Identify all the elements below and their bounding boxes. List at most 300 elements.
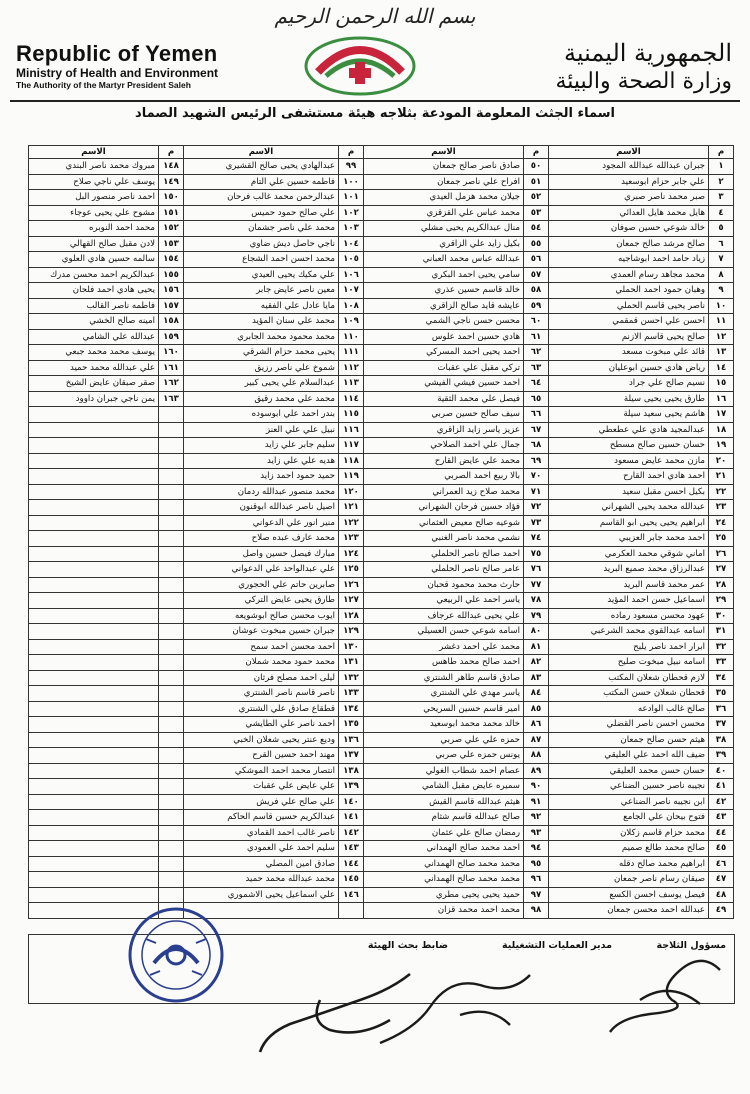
entry-name: ياسر احمد علي الربيعي xyxy=(364,593,524,609)
table-row xyxy=(29,407,734,423)
entry-number: ٩١ xyxy=(524,794,549,810)
entry-number: ٢٧ xyxy=(709,562,734,578)
entry-number: ١١٢ xyxy=(339,360,364,376)
entry-number: ١٤٢ xyxy=(339,825,364,841)
entry-number: ٦٩ xyxy=(524,453,549,469)
entry-name: محمد علي سنان المؤيد xyxy=(184,314,339,330)
entry-number: ٩٥ xyxy=(524,856,549,872)
entry-number xyxy=(159,810,184,826)
entry-number: ٧٠ xyxy=(524,469,549,485)
entry-name xyxy=(29,531,159,547)
entry-name xyxy=(29,422,159,438)
entry-name: سيف صالح حسين صربي xyxy=(364,407,524,423)
entry-number: ٤٤ xyxy=(709,825,734,841)
country-name-ar: الجمهورية اليمنية xyxy=(563,39,732,67)
entry-number: ١٥٣ xyxy=(159,236,184,252)
entry-name: ابن نجيبه ناصر الضناعي xyxy=(549,794,709,810)
country-name-en: Republic of Yemen xyxy=(16,41,218,66)
entry-name: صادق امين المصلي xyxy=(184,856,339,872)
entry-name: سليم احمد علي العمودي xyxy=(184,841,339,857)
entry-number: ٢٢ xyxy=(709,484,734,500)
table-row xyxy=(29,159,734,175)
entry-number: ١٦٢ xyxy=(159,376,184,392)
entry-name: لازم قحطان شعلان المكتب xyxy=(549,670,709,686)
col-number-header: م xyxy=(159,146,184,159)
entry-number: ٩٣ xyxy=(524,825,549,841)
entry-number: ٨١ xyxy=(524,639,549,655)
entry-name: محمد محمد صالح الهمداني xyxy=(364,872,524,888)
entry-number: ٨٥ xyxy=(524,701,549,717)
entry-name: زياد حامد احمد ابوشاجيه xyxy=(549,252,709,268)
entry-number: ٢٤ xyxy=(709,515,734,531)
entry-number xyxy=(159,531,184,547)
entry-number: ٢٩ xyxy=(709,593,734,609)
entry-name: ناجي حاصل ديش ضاوي xyxy=(184,236,339,252)
entry-number: ٢٠ xyxy=(709,453,734,469)
entry-number: ٤٩ xyxy=(709,903,734,919)
table-row xyxy=(29,469,734,485)
table-row xyxy=(29,360,734,376)
arabic-letterhead xyxy=(555,38,732,96)
entry-name xyxy=(29,577,159,593)
entry-number xyxy=(159,639,184,655)
entry-name: منير انور علي الدعواني xyxy=(184,515,339,531)
entry-number: ٦٨ xyxy=(524,438,549,454)
signature-3-icon xyxy=(250,960,420,1070)
entry-name: عزيز ياسر زايد الزاقري xyxy=(364,422,524,438)
entry-name: اسامه شوعي حسن العسيلي xyxy=(364,624,524,640)
entry-number: ٧٥ xyxy=(524,546,549,562)
entry-number: ٨٧ xyxy=(524,732,549,748)
table-row xyxy=(29,329,734,345)
entry-name: مهند احمد حسين القرح xyxy=(184,748,339,764)
entry-name: علي جابر حزام ابوسعيد xyxy=(549,174,709,190)
entry-number xyxy=(159,794,184,810)
signature-1-icon xyxy=(580,940,730,1050)
entry-number: ٩٢ xyxy=(524,810,549,826)
entry-number xyxy=(159,872,184,888)
entry-number: ١١٧ xyxy=(339,438,364,454)
entry-number: ٧ xyxy=(709,252,734,268)
entry-name: محمد علي عايض القارح xyxy=(364,453,524,469)
entry-name: حميد حمود احمد زايد xyxy=(184,469,339,485)
entry-name: هديه علي علي زايد xyxy=(184,453,339,469)
entry-name xyxy=(29,763,159,779)
entry-number xyxy=(159,856,184,872)
entry-number: ٣٠ xyxy=(709,608,734,624)
entry-number: ٥٥ xyxy=(524,236,549,252)
table-row xyxy=(29,236,734,252)
table-row xyxy=(29,686,734,702)
entry-name: لادن مقبل صالح القهالي xyxy=(29,236,159,252)
ministry-name-ar: وزارة الصحة والبيئة xyxy=(555,69,732,94)
table-row xyxy=(29,655,734,671)
entry-number: ٧٢ xyxy=(524,500,549,516)
entry-number: ٩٦ xyxy=(524,872,549,888)
entry-number: ١٦١ xyxy=(159,360,184,376)
entry-number: ٧٨ xyxy=(524,593,549,609)
entry-name: عايشه قايد صالح الزاقري xyxy=(364,298,524,314)
table-row xyxy=(29,174,734,190)
entry-name: عبدالله عباس محمد العباني xyxy=(364,252,524,268)
entry-name: احمد محمد صالح الهمداني xyxy=(364,841,524,857)
table-row xyxy=(29,391,734,407)
table-row xyxy=(29,794,734,810)
entry-number xyxy=(159,655,184,671)
entry-name xyxy=(29,717,159,733)
col-number-header: م xyxy=(339,146,364,159)
table-row xyxy=(29,825,734,841)
entry-number: ١٢ xyxy=(709,329,734,345)
entry-number xyxy=(159,577,184,593)
entry-name: محمد علي ناصر جشمان xyxy=(184,221,339,237)
entry-number: ٧٤ xyxy=(524,531,549,547)
entry-name xyxy=(29,639,159,655)
entry-name: امير قاسم حسين السريحي xyxy=(364,701,524,717)
entry-name: احمد محسن احمد سمح xyxy=(184,639,339,655)
table-row xyxy=(29,484,734,500)
entry-number: ١٥٩ xyxy=(159,329,184,345)
entry-name: رمضان صالح علي عثمان xyxy=(364,825,524,841)
entry-name: يحيى هادي احمد فلحان xyxy=(29,283,159,299)
entry-number: ٨٤ xyxy=(524,686,549,702)
table-row xyxy=(29,593,734,609)
entry-name xyxy=(29,701,159,717)
entry-number: ١٤١ xyxy=(339,810,364,826)
entry-number: ١١٣ xyxy=(339,376,364,392)
entry-number: ١٤٩ xyxy=(159,174,184,190)
table-row xyxy=(29,577,734,593)
entry-number xyxy=(159,825,184,841)
entry-number xyxy=(339,903,364,919)
entry-number: ٤٨ xyxy=(709,887,734,903)
entry-name: مازن محمد عايض مسعود xyxy=(549,453,709,469)
entry-number: ١٧ xyxy=(709,407,734,423)
entry-name: منال عبدالكريم يحيى مشلي xyxy=(364,221,524,237)
entry-name: عمر محمد قاسم البريد xyxy=(549,577,709,593)
entry-number: ١٥٢ xyxy=(159,221,184,237)
table-row xyxy=(29,376,734,392)
entry-number: ١٣٧ xyxy=(339,748,364,764)
entry-name xyxy=(29,484,159,500)
entry-name: علي صالح علي فريش xyxy=(184,794,339,810)
entry-name: صالح يحيى قاسم الازنم xyxy=(549,329,709,345)
entry-name xyxy=(29,624,159,640)
entry-number: ١٣٥ xyxy=(339,717,364,733)
entry-name: محمد محمد صالح الهمداني xyxy=(364,856,524,872)
entry-name: احمد ناصر منصور البل xyxy=(29,190,159,206)
entry-number xyxy=(159,748,184,764)
entry-name xyxy=(29,500,159,516)
entry-number: ١٠٠ xyxy=(339,174,364,190)
entry-number xyxy=(159,453,184,469)
entry-name: فتوح بيحان علي الجامع xyxy=(549,810,709,826)
entry-name: نشمي محمد ناصر الغنبي xyxy=(364,531,524,547)
entry-name xyxy=(29,686,159,702)
table-row xyxy=(29,515,734,531)
entry-name: ليلى احمد مصلح فرثان xyxy=(184,670,339,686)
entry-name: بندر احمد علي ابوسوده xyxy=(184,407,339,423)
col-number-header: م xyxy=(709,146,734,159)
entry-number: ٦١ xyxy=(524,329,549,345)
entry-name: هايل محمد هايل العدائي xyxy=(549,205,709,221)
entry-name: علي عبدالله محمد حميد xyxy=(29,360,159,376)
table-row xyxy=(29,314,734,330)
entry-number: ٤٣ xyxy=(709,810,734,826)
entry-name: حارث محمد محمود قحبان xyxy=(364,577,524,593)
entry-name: حميد يحيى يحيى مطري xyxy=(364,887,524,903)
entry-name: محمد علي محمد رقيق xyxy=(184,391,339,407)
entry-name: محمد عباس علي القزقزي xyxy=(364,205,524,221)
entry-name: هيثم حسن صالح جمعان xyxy=(549,732,709,748)
entry-number: ٩ xyxy=(709,283,734,299)
entry-name: احمد ناصر علي الطايشي xyxy=(184,717,339,733)
entry-number: ١٢٣ xyxy=(339,531,364,547)
entry-name: عبدالكريم احمد محسن مدرك xyxy=(29,267,159,283)
entry-number xyxy=(159,670,184,686)
entry-name: علي صالح حمود حميس xyxy=(184,205,339,221)
entry-name: احسن علي احسن قمقمي xyxy=(549,314,709,330)
entry-name xyxy=(29,732,159,748)
entry-number: ٦٦ xyxy=(524,407,549,423)
entry-number: ١٢٥ xyxy=(339,562,364,578)
entry-number: ٦٥ xyxy=(524,391,549,407)
table-row xyxy=(29,283,734,299)
entry-number: ٣١ xyxy=(709,624,734,640)
entry-name: مايا عادل علي الفقيه xyxy=(184,298,339,314)
entry-number xyxy=(159,422,184,438)
entry-name: جمال علي احمد الصلاحي xyxy=(364,438,524,454)
entry-name: محمد احسن احمد الشجاع xyxy=(184,252,339,268)
entry-name: علي عبدالواحد علي الدعواني xyxy=(184,562,339,578)
entry-number: ١٣٤ xyxy=(339,701,364,717)
entry-number xyxy=(159,841,184,857)
table-row xyxy=(29,763,734,779)
table-row xyxy=(29,732,734,748)
entry-name: محمد حزام قاسم زكلان xyxy=(549,825,709,841)
entry-number: ٥٢ xyxy=(524,190,549,206)
entry-number: ٤ xyxy=(709,205,734,221)
entry-number xyxy=(159,562,184,578)
entry-number: ١١٠ xyxy=(339,329,364,345)
entry-number: ٦٤ xyxy=(524,376,549,392)
entry-number: ٣٥ xyxy=(709,686,734,702)
entry-name: محمد احمد النوبره xyxy=(29,221,159,237)
entry-number: ١٠٧ xyxy=(339,283,364,299)
entry-number: ١١٤ xyxy=(339,391,364,407)
entry-name: محسن حسن ناجي الشمي xyxy=(364,314,524,330)
entry-name: سالمه حسين هادي العلوي xyxy=(29,252,159,268)
entry-name: جبران عبدالله عبدالله المجود xyxy=(549,159,709,175)
entry-number: ٥٣ xyxy=(524,205,549,221)
entry-name: احمد حسين فيشي الفيشي xyxy=(364,376,524,392)
table-row xyxy=(29,717,734,733)
entry-name: محمد عبدالله محمد حميد xyxy=(184,872,339,888)
entry-name: اسماعيل حسن احمد المؤيد xyxy=(549,593,709,609)
table-row xyxy=(29,546,734,562)
entry-name xyxy=(29,794,159,810)
entry-number: ١٥ xyxy=(709,376,734,392)
table-row xyxy=(29,748,734,764)
entry-number: ١٢٩ xyxy=(339,624,364,640)
entry-name xyxy=(29,515,159,531)
entry-number: ١٢٦ xyxy=(339,577,364,593)
entry-name: صابرين حاتم علي الحجوري xyxy=(184,577,339,593)
entry-name: شوعيه صالح معيض العثماني xyxy=(364,515,524,531)
entry-name: احمد صالح ناصر الحلملي xyxy=(364,546,524,562)
entry-number: ٣٨ xyxy=(709,732,734,748)
entry-name: جبران حسين مبخوت عوشان xyxy=(184,624,339,640)
entry-number: ٣٧ xyxy=(709,717,734,733)
entry-name: اصيل ناصر عبدالله ابوقنون xyxy=(184,500,339,516)
entry-number: ١٩ xyxy=(709,438,734,454)
entry-name: صادق قاسم طاهر الشنتري xyxy=(364,670,524,686)
entry-name: محمد صلاح زيد العمراني xyxy=(364,484,524,500)
entry-number xyxy=(159,732,184,748)
entry-number: ١٣٨ xyxy=(339,763,364,779)
entry-name: شموخ علي ناصر رزيق xyxy=(184,360,339,376)
entry-name: قطقاع صادق علي الشنتري xyxy=(184,701,339,717)
entry-number: ٦٧ xyxy=(524,422,549,438)
entry-number: ١٣٩ xyxy=(339,779,364,795)
entry-name: محسن احسن ناصر القضلي xyxy=(549,717,709,733)
entry-number: ١٤٣ xyxy=(339,841,364,857)
entry-number: ٧٩ xyxy=(524,608,549,624)
entry-number: ٨٢ xyxy=(524,655,549,671)
table-row xyxy=(29,841,734,857)
entry-name: احمد محمد جابر العزيبي xyxy=(549,531,709,547)
table-row xyxy=(29,670,734,686)
table-row xyxy=(29,205,734,221)
entry-name: صيقان رسام ناصر جمعان xyxy=(549,872,709,888)
entry-number: ٥٧ xyxy=(524,267,549,283)
entry-name: نبيل علي علي العنز xyxy=(184,422,339,438)
entry-number: ١٤٥ xyxy=(339,872,364,888)
entry-name: اسامه نبيل مبخوت صليح xyxy=(549,655,709,671)
operations-director-label: مدير العمليات التشغيلية xyxy=(501,940,612,951)
entry-number: ٦٢ xyxy=(524,345,549,361)
table-row xyxy=(29,190,734,206)
entry-number: ٨٠ xyxy=(524,624,549,640)
entry-name: هادي حسين احمد علوس xyxy=(364,329,524,345)
entry-name: ناصر يحيى قاسم الحملي xyxy=(549,298,709,314)
entry-number: ١٠١ xyxy=(339,190,364,206)
entry-name: بكيل احسن مقبل سعيد xyxy=(549,484,709,500)
entry-number: ٥٩ xyxy=(524,298,549,314)
entry-number: ١٤٦ xyxy=(339,887,364,903)
entry-number xyxy=(159,686,184,702)
entry-number: ٢٦ xyxy=(709,546,734,562)
entry-name: عبدالهادي يحيى صالح القشيري xyxy=(184,159,339,175)
table-row xyxy=(29,267,734,283)
entry-name: محمد عارف عبده صلاح xyxy=(184,531,339,547)
entry-name: محمد مجاهد رسام العمدي xyxy=(549,267,709,283)
entry-number: ٦٣ xyxy=(524,360,549,376)
entry-name: عبدالله محمد يحيى الشهراني xyxy=(549,500,709,516)
table-row xyxy=(29,252,734,268)
entry-number: ١٠ xyxy=(709,298,734,314)
entry-number: ٢ xyxy=(709,174,734,190)
entry-number: ٧١ xyxy=(524,484,549,500)
table-row xyxy=(29,872,734,888)
entry-name: علي مكيك يحيى العيدي xyxy=(184,267,339,283)
entry-name: يمن ناجي جبران داوود xyxy=(29,391,159,407)
entry-name: وهبان حمود احمد الحملي xyxy=(549,283,709,299)
entry-number: ١٤ xyxy=(709,360,734,376)
entry-name: ايوب محسن صالح ابوشويعه xyxy=(184,608,339,624)
table-row xyxy=(29,345,734,361)
entry-name: خالد محمد محمد ابوسعيد xyxy=(364,717,524,733)
table-row xyxy=(29,221,734,237)
entry-name: محمد احمد محمد قزان xyxy=(364,903,524,919)
entry-number xyxy=(159,500,184,516)
entry-name: صالح محمد طالع صميم xyxy=(549,841,709,857)
entry-name xyxy=(29,670,159,686)
authority-name-en: The Authority of the Martyr President Saleh xyxy=(16,80,191,90)
entry-name: عبدالسلام علي يحيى كبير xyxy=(184,376,339,392)
entry-name: صقر صبقان عايض الشيخ xyxy=(29,376,159,392)
entry-number: ١ xyxy=(709,159,734,175)
entry-name: ابراهيم يحيى يحيى ابو القاسم xyxy=(549,515,709,531)
entry-name: احمد صالح محمد طاهس xyxy=(364,655,524,671)
entry-number: ٨٦ xyxy=(524,717,549,733)
entry-name: بالا ربيع احمد الصربي xyxy=(364,469,524,485)
entry-number: ٣٩ xyxy=(709,748,734,764)
entry-number: ١٥٨ xyxy=(159,314,184,330)
entry-number: ١٢٢ xyxy=(339,515,364,531)
entry-name: ناصر غالب احمد القمادي xyxy=(184,825,339,841)
entry-name xyxy=(29,438,159,454)
entry-name: حسان حسين صالح مسطح xyxy=(549,438,709,454)
entry-name xyxy=(29,779,159,795)
entry-number: ١٠٨ xyxy=(339,298,364,314)
entry-name: عامر صالح ناصر الحلملي xyxy=(364,562,524,578)
entry-number xyxy=(159,438,184,454)
investigation-officer-label: ضابط بحث الهيئة xyxy=(367,940,448,951)
entry-name: محمد علي احمد دغشر xyxy=(364,639,524,655)
entry-number: ١٦ xyxy=(709,391,734,407)
entry-name: تركي مقبل علي عقبات xyxy=(364,360,524,376)
entry-number xyxy=(159,624,184,640)
entry-number: ١٠٦ xyxy=(339,267,364,283)
header-divider xyxy=(10,100,740,102)
table-row xyxy=(29,562,734,578)
entry-name: سميره عايض مقبل الشامي xyxy=(364,779,524,795)
table-row xyxy=(29,856,734,872)
entry-number: ٢٣ xyxy=(709,500,734,516)
entry-name: فيصل يوسف احسن الكسع xyxy=(549,887,709,903)
entry-number: ٧٣ xyxy=(524,515,549,531)
entry-number: ٨٩ xyxy=(524,763,549,779)
entry-number: ١٣ xyxy=(709,345,734,361)
entry-name: نسيم صالح علي جراد xyxy=(549,376,709,392)
entry-number: ١٥٠ xyxy=(159,190,184,206)
entry-number xyxy=(159,484,184,500)
entry-name: عبدالرحمن محمد غالب فرحان xyxy=(184,190,339,206)
entry-name: علي يحيى عبدالله عرجاف xyxy=(364,608,524,624)
basmala-header: بسم الله الرحمن الرحيم xyxy=(274,4,476,28)
entry-name: يحيى محمد حزام الشرقي xyxy=(184,345,339,361)
entry-name: انتصار محمد احمد الموشكي xyxy=(184,763,339,779)
entry-name: نجيبه ناصر حسين الضناعي xyxy=(549,779,709,795)
fridge-officer-label: مسؤول الثلاجة xyxy=(656,940,726,951)
entry-name xyxy=(29,562,159,578)
entry-name: حسان حسن محمد العليقي xyxy=(549,763,709,779)
entry-name: مبارك فيصل حسين واصل xyxy=(184,546,339,562)
entry-number xyxy=(159,608,184,624)
entry-name: عبدالرزاق محمد صميع البريد xyxy=(549,562,709,578)
entry-name xyxy=(29,655,159,671)
